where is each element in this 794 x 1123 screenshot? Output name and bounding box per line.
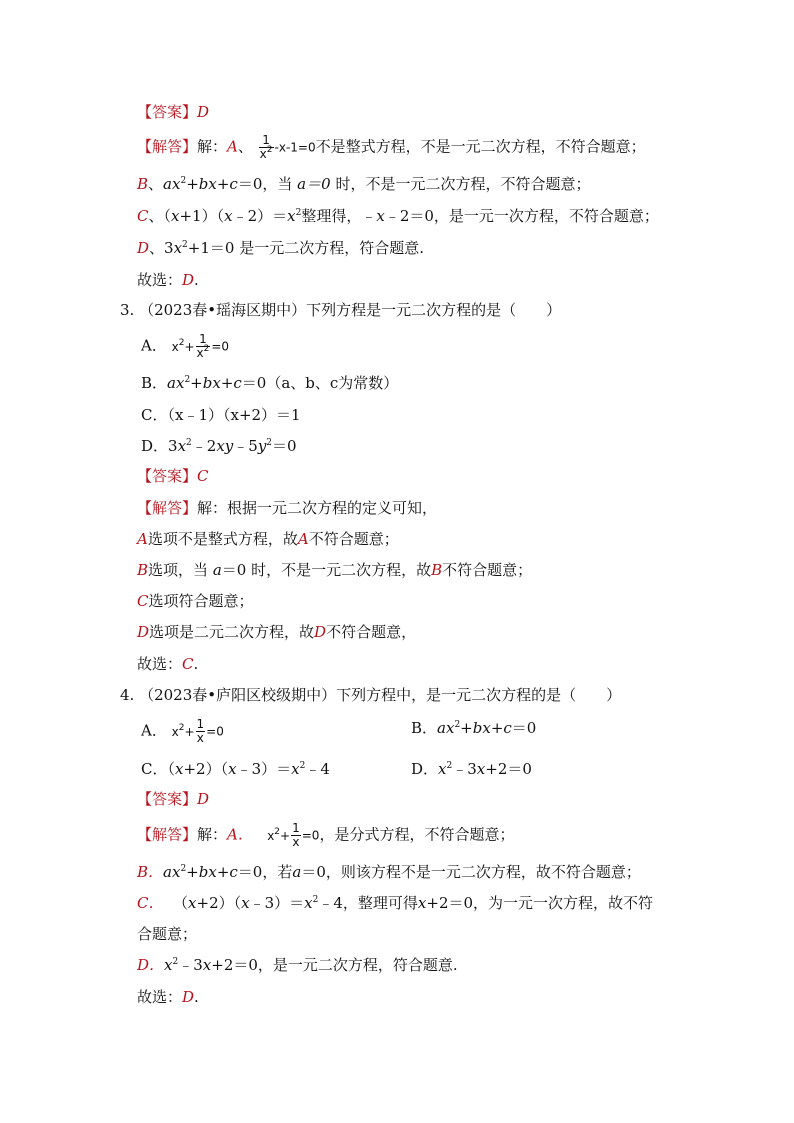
q4-solution-line-3: C． $(x+2)(x﹣3)=x^2﹣4$，整理可得x+2＝0，为一元一次方程，故不符 (137, 894, 654, 912)
q2-answer-value: D (197, 103, 210, 121)
q3-solution-line-3: C选项符合题意； (137, 592, 254, 610)
q2-solution-line-2: B、$ax^2+bx+c=0$，当 a＝0 时，不是一元二次方程，不符合题意； (137, 175, 591, 193)
q4-answer-line: 【答案】D (137, 790, 210, 808)
q4-conclusion: 故选：D. (137, 988, 199, 1006)
fraction-1-over-x2: $\frac{1}{x^2}$ (196, 332, 210, 360)
q3-option-c: C．（x﹣1）（x+2）＝1 (141, 406, 301, 424)
q2-answer-line (137, 102, 209, 122)
q2-solution-line-1: 【解答】解：A、 $\frac{1}{x^2}$ -x-1=0不是整式方程，不是一元二次方程，不符合题意； (137, 133, 646, 161)
q4-solution-line-2: B．$ax^2+bx+c=0$，若a＝0，则该方程不是一元二次方程，故不符合题意； (137, 863, 641, 881)
q4-option-c: C．$(x+2)(x﹣3)=x^2﹣4$ (141, 760, 330, 778)
q4-option-b: B．$ax^2+bx+c=0$ (411, 719, 537, 737)
q3-answer-value: C (197, 467, 209, 485)
solution-tag: 【解答】 (137, 137, 198, 156)
q3-solution-line-2: B选项，当 a＝0 时，不是一元二次方程，故B不符合题意； (137, 561, 533, 579)
q3-solution-intro: 【解答】解：根据一元二次方程的定义可知， (137, 499, 438, 517)
q2-solution-line-4: D、$3x^2+1=0$ 是一元二次方程，符合题意. (137, 239, 424, 257)
q3-option-a: A． $x^2+$ $\frac{1}{x^2}$ =0 (141, 332, 230, 360)
q2-conclusion: 故选：D. (137, 271, 199, 289)
q3-conclusion: 故选：C. (137, 655, 199, 673)
q3-option-d: D．$3x^2﹣2xy﹣5y^2=0$ (141, 437, 297, 455)
q4-answer-value: D (197, 790, 210, 808)
q4-stem: 4. （2023春•庐阳区校级期中）下列方程中，是一元二次方程的是（ ） (120, 686, 622, 704)
q4-solution-line-1: 【解答】解：A． $x^2+$ $\frac{1}{x}$ =0，是分式方程，不符合题意； (137, 821, 515, 849)
q4-solution-line-3-cont: 合题意； (137, 925, 198, 943)
q2-solution-line-3: C、$(x+1)(x﹣2)=x^2$整理得，﹣x﹣2＝0，是一元一次方程，不符合题意； (137, 207, 659, 225)
q3-option-b: B．$ax^2+bx+c=0(a$、b、c为常数） (141, 374, 399, 392)
fraction-1-over-x2: $\frac{1}{x^2}$ (259, 133, 273, 161)
fraction-1-over-x: $\frac{1}{x}$ (292, 821, 300, 849)
q4-solution-line-4: D．$x^2﹣3x+2=0$，是一元二次方程，符合题意. (137, 956, 458, 974)
q3-stem: 3. （2023春•瑶海区期中）下列方程是一元二次方程的是（ ） (120, 301, 562, 319)
q3-solution-line-1: A选项不是整式方程，故A不符合题意； (137, 530, 399, 548)
q4-option-d: D．$x^2﹣3x+2=0$ (411, 760, 532, 778)
q3-answer-line: 【答案】C (137, 467, 209, 485)
answer-tag: 【答案】 (137, 103, 198, 121)
fraction-1-over-x: $\frac{1}{x}$ (196, 717, 205, 745)
q3-solution-line-4: D选项是二元二次方程，故D不符合题意， (137, 623, 417, 641)
q4-option-a: A． $x^2+$ $\frac{1}{x}$ =0 (141, 717, 224, 745)
